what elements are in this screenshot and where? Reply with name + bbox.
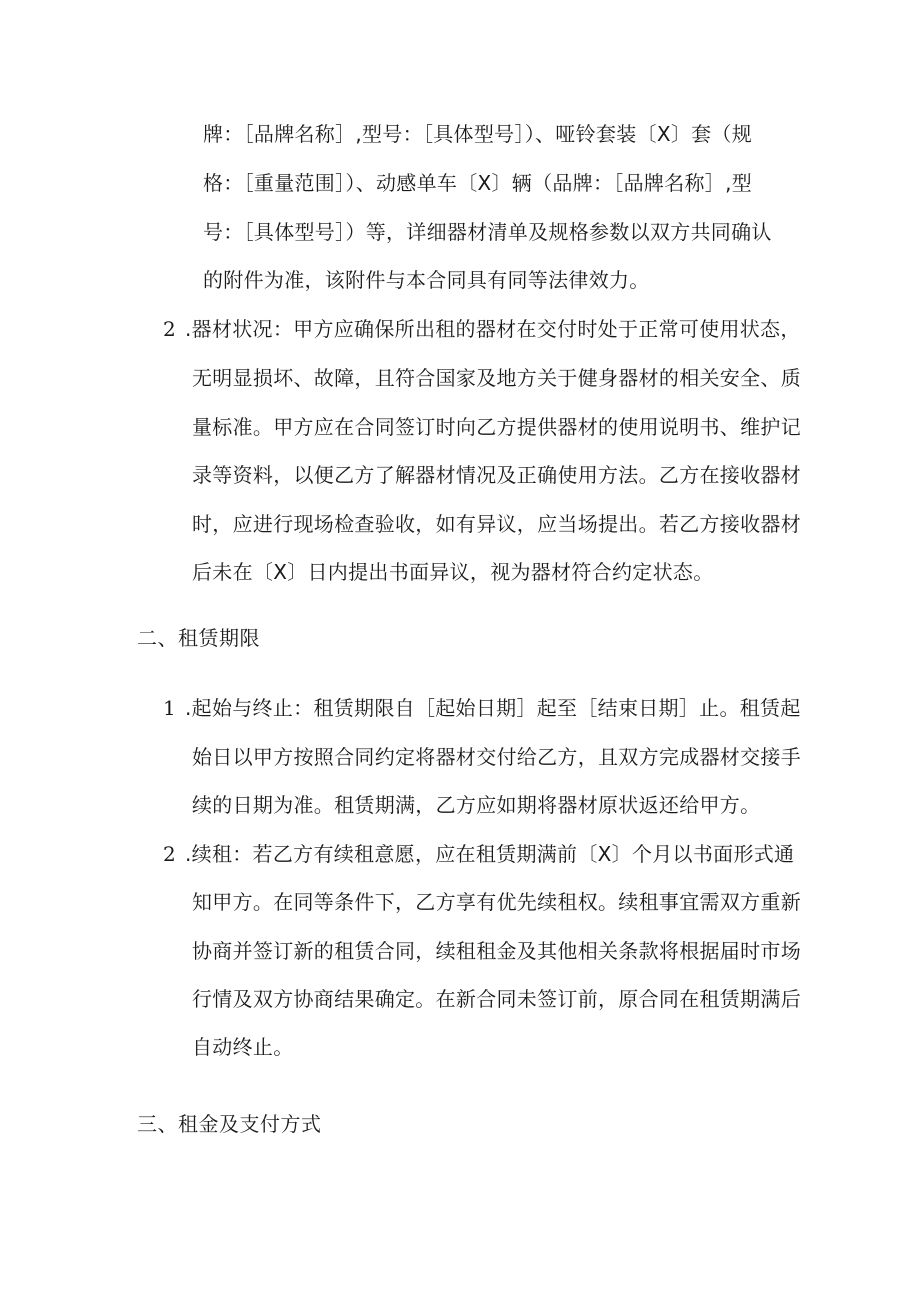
paragraph-line: 的附件为准，该附件与本合同具有同等法律效力。 (203, 268, 650, 292)
paragraph-line: 量标准。甲方应在合同签订时向乙方提供器材的使用说明书、维护记 (192, 415, 801, 439)
paragraph-line: 时，应进行现场检查验收，如有异议，应当场提出。若乙方接收器材 (192, 512, 801, 536)
paragraph-line: 号：［具体型号］）等，详细器材清单及规格参数以双方共同确认 (203, 220, 772, 244)
paragraph-line: 续的日期为准。租赁期满，乙方应如期将器材原状返还给甲方。 (192, 793, 761, 817)
section-heading-lease-term: 二、租赁期限 (137, 626, 260, 650)
section-heading-rent-payment: 三、租金及支付方式 (137, 1112, 322, 1136)
paragraph-line: 录等资料，以便乙方了解器材情况及正确使用方法。乙方在接收器材 (192, 463, 801, 487)
paragraph-line: .起始与终止：租赁期限自［起始日期］起至［结束日期］止。租赁起 (185, 696, 801, 720)
paragraph-line: .续租：若乙方有续租意愿，应在租赁期满前〔X〕个月以书面形式通 (185, 842, 795, 866)
paragraph-line: .器材状况：甲方应确保所出租的器材在交付时处于正常可使用状态， (185, 317, 801, 341)
paragraph-line: 自动终止。 (192, 1035, 294, 1059)
paragraph-line: 牌：［品牌名称］,型号：［具体型号］）、哑铃套装〔X〕套（规 (203, 122, 753, 146)
paragraph-line: 格：［重量范围］）、动感单车〔X〕辆（品牌：［品牌名称］,型 (203, 171, 753, 195)
paragraph-line: 知甲方。在同等条件下，乙方享有优先续租权。续租事宜需双方重新 (192, 890, 801, 914)
item-number: 2 (163, 842, 176, 866)
paragraph-line: 无明显损坏、故障，且符合国家及地方关于健身器材的相关安全、质 (192, 366, 801, 390)
paragraph-line: 协商并签订新的租赁合同，续租租金及其他相关条款将根据届时市场 (192, 939, 801, 963)
item-number: 1 (163, 696, 176, 720)
item-number: 2 (163, 317, 176, 341)
paragraph-line: 行情及双方协商结果确定。在新合同未签订前，原合同在租赁期满后 (192, 987, 801, 1011)
paragraph-line: 后未在〔X〕日内提出书面异议，视为器材符合约定状态。 (192, 560, 714, 584)
paragraph-line: 始日以甲方按照合同约定将器材交付给乙方，且双方完成器材交接手 (192, 745, 801, 769)
